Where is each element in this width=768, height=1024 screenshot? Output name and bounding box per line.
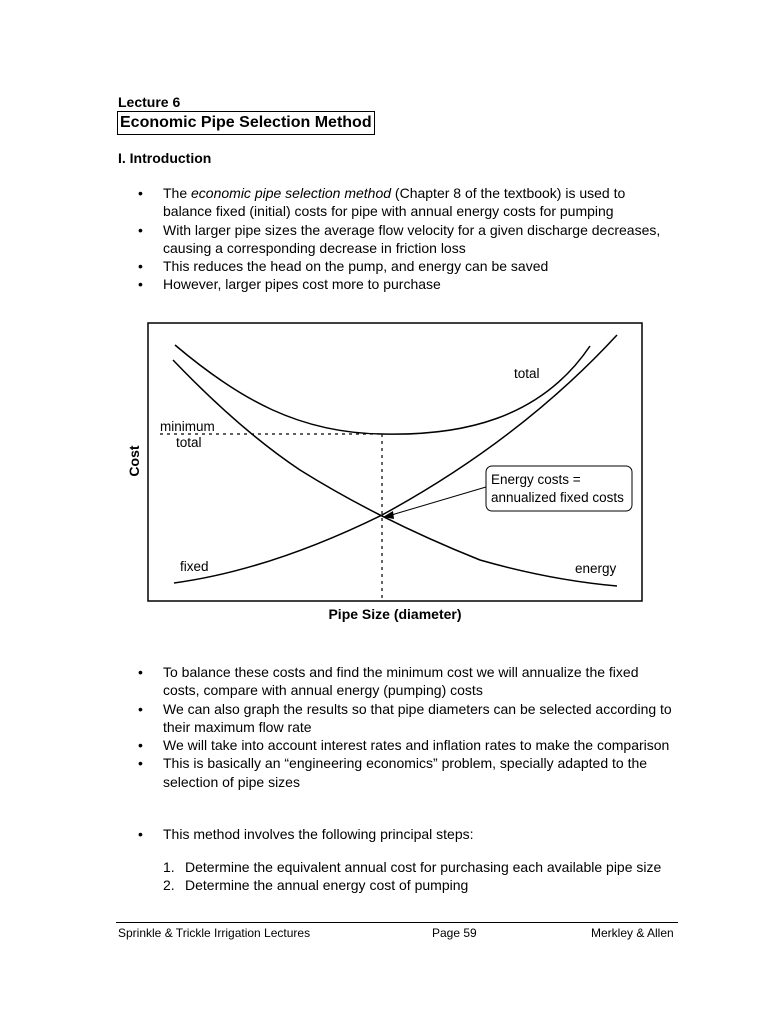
steps-intro-bullet-list: [137, 825, 677, 843]
bullet-item: • With larger pipe sizes the average flow velocity for a given discharge decreases, causing a corresponding decrease in friction loss: [137, 221, 677, 258]
figure-frame: [148, 323, 642, 601]
footer-page-number: Page 59: [432, 926, 477, 940]
bullet-item: • We can also graph the results so that pipe diameters can be selected according to their maximum flow rate: [137, 700, 677, 737]
footer-divider: [116, 922, 678, 923]
emphasized-term: economic pipe selection method: [191, 185, 392, 201]
bullet-item: • This reduces the head on the pump, and energy can be saved: [137, 257, 677, 275]
section-heading: I. Introduction: [118, 150, 212, 166]
step-item: [163, 876, 683, 894]
bullet-item: • This is basically an “engineering economics” problem, specially adapted to the selection of pipe sizes: [137, 754, 677, 791]
fixed-curve-label: fixed: [180, 559, 209, 574]
minimum-total-label: total: [176, 435, 202, 450]
minimum-label: minimum: [160, 419, 215, 434]
y-axis-label: Cost: [126, 445, 142, 477]
bullet-item: • However, larger pipes cost more to purchase: [137, 275, 677, 293]
bullet-item: • To balance these costs and find the minimum cost we will annualize the fixed costs, compare with annual energy (pumping) costs: [137, 663, 677, 700]
bullet-item: • The economic pipe selection method (Chapter 8 of the textbook) is used to balance fixed (initial) costs for pipe with annual energy costs for pumping: [137, 184, 677, 221]
principal-steps-list: [163, 858, 683, 894]
fixed-cost-curve: [174, 335, 617, 583]
step-number: 1.: [163, 859, 175, 875]
total-curve-label: total: [514, 366, 540, 381]
lecture-number: Lecture 6: [118, 94, 181, 110]
callout-arrow: [388, 487, 486, 516]
energy-curve-label: energy: [575, 561, 617, 576]
x-axis-label: Pipe Size (diameter): [328, 606, 462, 622]
bullet-item: • We will take into account interest rates and inflation rates to make the comparison: [137, 736, 677, 754]
step-item: [163, 858, 683, 876]
callout-line-1: Energy costs =: [491, 472, 581, 487]
footer-authors: Merkley & Allen: [591, 926, 674, 940]
bullet-item: • This method involves the following principal steps:: [137, 825, 677, 843]
step-number: 2.: [163, 877, 175, 893]
document-title: Economic Pipe Selection Method: [117, 111, 375, 135]
step-text: Determine the equivalent annual cost for purchasing each available pipe size: [185, 859, 662, 875]
method-bullet-list: [137, 663, 677, 791]
footer-course-title: Sprinkle & Trickle Irrigation Lectures: [118, 926, 311, 940]
callout-line-2: annualized fixed costs: [491, 490, 624, 505]
step-text: Determine the annual energy cost of pumping: [185, 877, 469, 893]
